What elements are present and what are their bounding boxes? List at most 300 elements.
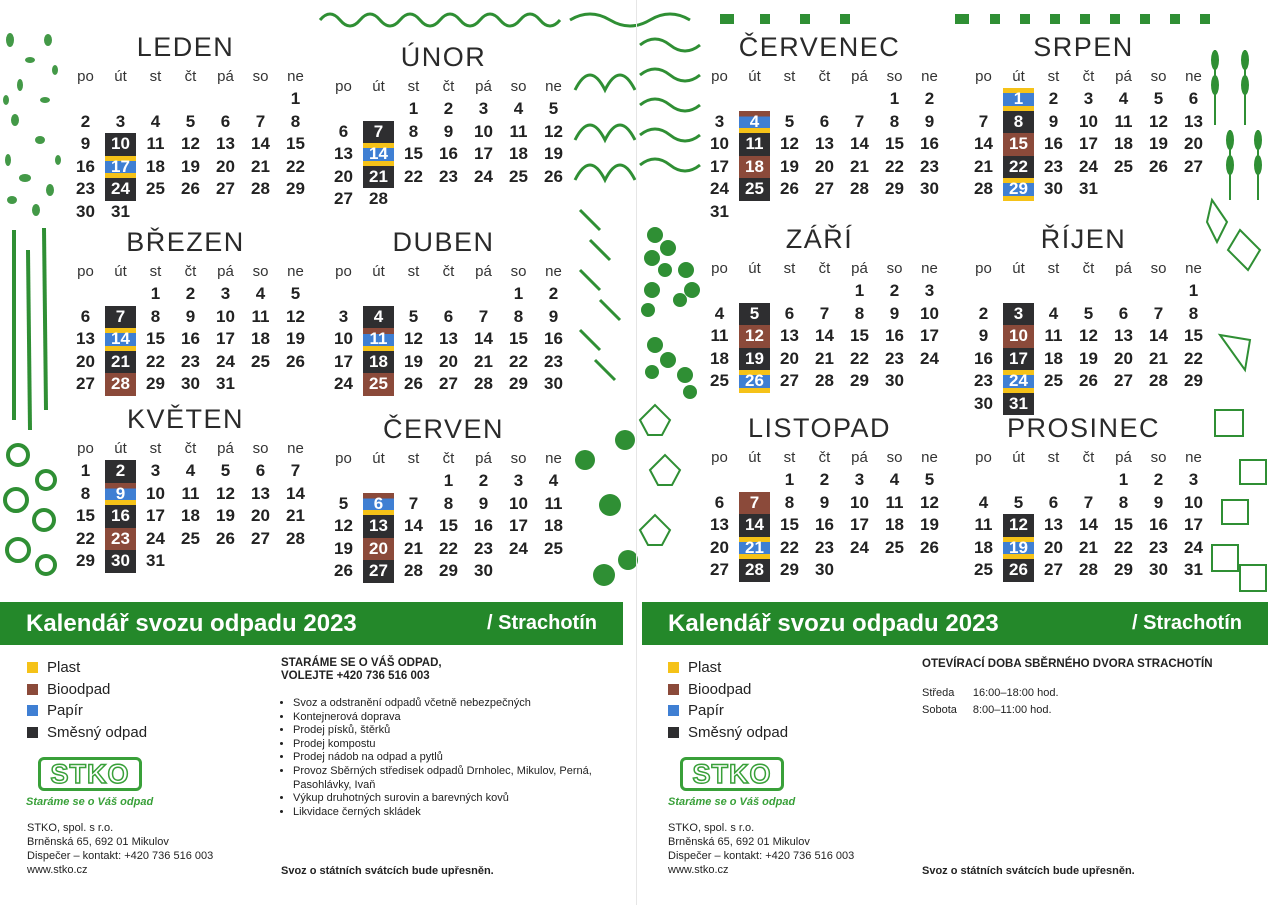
weekday-header: pá — [851, 449, 868, 466]
day-cell: 5 — [548, 99, 559, 118]
day-cell: 25 — [710, 371, 729, 390]
empty-cell — [396, 283, 431, 306]
collection-day: 12 — [739, 325, 770, 348]
empty-cell — [772, 88, 807, 111]
collection-day: 18 — [739, 156, 770, 179]
swatch-smesny — [27, 727, 38, 738]
weekday-header: so — [510, 78, 527, 95]
month-prosinec — [966, 413, 1201, 582]
day-cell: 22 — [1114, 537, 1133, 557]
weekday-header: po — [77, 68, 94, 85]
empty-cell — [361, 98, 396, 121]
services-block — [281, 657, 621, 819]
day-cell: 2 — [80, 111, 91, 131]
fold-line — [636, 0, 637, 905]
day-cell: 17 — [920, 326, 939, 345]
legend-item-smesny: Směsný odpad — [27, 722, 147, 744]
collection-day: 19 — [739, 348, 770, 371]
day-cell: 29 — [780, 560, 799, 579]
day-cell: 15 — [76, 506, 95, 525]
day-cell: 30 — [974, 393, 993, 413]
month-title: ČERVEN — [382, 414, 505, 444]
day-cell: 29 — [76, 551, 95, 570]
empty-cell — [966, 88, 1001, 111]
day-cell: 4 — [548, 471, 559, 490]
day-cell: 6 — [784, 303, 795, 323]
day-cell: 24 — [710, 179, 729, 198]
weekday-header: pá — [475, 450, 492, 467]
day-cell: 10 — [216, 306, 235, 326]
day-cell: 9 — [80, 134, 91, 153]
day-cell: 25 — [251, 351, 270, 371]
day-cell: 17 — [509, 516, 528, 535]
logo-tagline: Staráme se o Váš odpad — [26, 796, 154, 808]
day-cell: 1 — [784, 470, 795, 489]
day-cell: 30 — [920, 179, 939, 198]
day-cell: 28 — [1079, 560, 1098, 579]
weekday-header: so — [252, 263, 269, 280]
day-cell: 5 — [924, 470, 935, 489]
empty-cell — [842, 88, 877, 111]
service-item: • Prodej nádob na odpad a pytlů — [293, 751, 621, 765]
day-cell: 2 — [443, 99, 454, 118]
day-cell: 19 — [334, 538, 353, 558]
day-cell: 31 — [710, 201, 729, 221]
day-cell: 21 — [286, 506, 305, 525]
service-item: • Provoz Sběrných středisek odpadů Drnholec, Mikulov, Perná, Pasohlávky, Ivaň — [293, 765, 621, 792]
collection-day: 14 — [739, 514, 770, 537]
day-cell: 11 — [885, 492, 904, 512]
day-cell: 4 — [978, 492, 989, 512]
day-cell: 19 — [780, 156, 799, 176]
holiday-note-left: Svoz o státních svátcích bude upřesněn. — [281, 865, 494, 877]
swatch-bioodpad — [668, 684, 679, 695]
day-cell: 1 — [150, 284, 161, 303]
day-cell: 9 — [478, 493, 489, 513]
day-cell: 31 — [1184, 560, 1203, 579]
collection-day: 23 — [105, 528, 136, 551]
day-cell: 1 — [443, 471, 454, 490]
weekday-header: čt — [1082, 68, 1095, 85]
day-cell: 21 — [1079, 537, 1098, 557]
day-cell: 24 — [146, 528, 165, 548]
day-cell: 12 — [544, 121, 563, 141]
day-cell: 13 — [815, 134, 834, 153]
weekday-header: so — [886, 449, 903, 466]
day-cell: 26 — [544, 166, 563, 186]
empty-cell — [431, 283, 466, 306]
day-cell: 7 — [290, 461, 301, 480]
collection-day: 9 — [105, 483, 136, 506]
day-cell: 8 — [443, 493, 454, 513]
day-cell: 19 — [1079, 348, 1098, 368]
day-cell: 19 — [286, 329, 305, 348]
weekday-header: pá — [217, 263, 234, 280]
day-cell: 24 — [1184, 537, 1203, 557]
banner-place: / Strachotín — [486, 612, 597, 634]
day-cell: 5 — [1153, 89, 1164, 108]
month-title: LISTOPAD — [747, 413, 892, 443]
banner-title: Kalendář svozu odpadu 2023 — [668, 610, 999, 637]
weekday-header: st — [1047, 449, 1060, 466]
month-title: ZÁŘÍ — [785, 224, 854, 254]
weekday-header: út — [114, 68, 127, 85]
day-cell: 22 — [850, 348, 869, 368]
collection-day: 19 — [1003, 537, 1034, 560]
day-cell: 11 — [1044, 326, 1063, 345]
collection-day: 27 — [363, 560, 394, 583]
day-cell: 28 — [974, 179, 993, 198]
day-cell: 9 — [548, 306, 559, 326]
website-link[interactable]: www.stko.cz — [668, 864, 729, 876]
month-rijen — [966, 224, 1201, 415]
collection-day: 26 — [1003, 559, 1034, 582]
swatch-plast — [27, 662, 38, 673]
day-cell: 4 — [1048, 303, 1059, 323]
day-cell: 5 — [185, 111, 196, 131]
day-cell: 30 — [1149, 560, 1168, 579]
day-cell: 13 — [710, 515, 729, 534]
day-cell: 11 — [146, 134, 165, 153]
day-grid — [966, 66, 1201, 201]
day-cell: 3 — [338, 306, 349, 326]
month-title: ÚNOR — [400, 42, 487, 72]
day-cell: 2 — [1048, 89, 1059, 108]
day-cell: 3 — [478, 99, 489, 118]
weekday-header: so — [1150, 260, 1167, 277]
day-cell: 16 — [1044, 134, 1063, 153]
day-cell: 29 — [439, 561, 458, 580]
weekday-header: ne — [921, 68, 938, 85]
day-cell: 16 — [815, 515, 834, 534]
day-cell: 13 — [1114, 326, 1133, 345]
day-cell: 29 — [1114, 560, 1133, 579]
weekday-header: po — [975, 68, 992, 85]
day-cell: 20 — [76, 351, 95, 371]
empty-cell — [361, 283, 396, 306]
day-cell: 13 — [251, 483, 270, 503]
day-cell: 5 — [1083, 303, 1094, 323]
day-cell: 16 — [920, 134, 939, 153]
weekday-header: pá — [475, 78, 492, 95]
day-cell: 11 — [251, 306, 270, 326]
day-cell: 19 — [404, 351, 423, 371]
day-cell: 3 — [924, 281, 935, 300]
day-cell: 17 — [710, 156, 729, 176]
weekday-header: st — [149, 68, 162, 85]
empty-cell — [326, 283, 361, 306]
day-cell: 1 — [889, 89, 900, 108]
day-cell: 23 — [1149, 537, 1168, 557]
weekday-header: út — [114, 263, 127, 280]
day-cell: 26 — [181, 179, 200, 198]
day-cell: 31 — [111, 201, 130, 221]
weekday-header: ne — [1185, 260, 1202, 277]
company-address-left: STKO, spol. s r.o. Brněnská 65, 692 01 Mikulov Dispečer – kontakt: +420 736 516 003 www.stko.cz — [27, 822, 214, 876]
day-cell: 24 — [216, 351, 235, 371]
weekday-header: so — [252, 68, 269, 85]
service-item: • Svoz a odstranění odpadů včetně nebezpečných — [293, 697, 621, 711]
day-cell: 14 — [1079, 515, 1098, 534]
legend-item-plast: Plast — [668, 657, 788, 679]
day-cell: 17 — [850, 515, 869, 534]
day-cell: 11 — [509, 121, 528, 141]
day-cell: 5 — [220, 461, 231, 480]
day-cell: 6 — [338, 121, 349, 141]
day-cell: 8 — [854, 303, 865, 323]
collection-day: 28 — [105, 373, 136, 396]
weekday-header: po — [335, 450, 352, 467]
service-item: • Prodej kompostu — [293, 738, 621, 752]
weekday-header: ne — [1185, 68, 1202, 85]
weekday-header: po — [335, 78, 352, 95]
day-cell: 8 — [408, 121, 419, 141]
day-cell: 16 — [1149, 515, 1168, 534]
service-item: • Prodej písků, štěrků — [293, 724, 621, 738]
day-cell: 25 — [1114, 156, 1133, 176]
weekday-header: st — [783, 68, 796, 85]
month-brezen — [68, 227, 303, 396]
empty-cell — [807, 88, 842, 111]
day-cell: 9 — [1048, 111, 1059, 131]
day-cell: 8 — [889, 111, 900, 131]
day-cell: 15 — [146, 329, 165, 348]
day-cell: 2 — [185, 284, 196, 303]
month-srpen — [966, 32, 1201, 201]
day-cell: 2 — [478, 471, 489, 490]
day-cell: 23 — [474, 538, 493, 558]
day-cell: 21 — [474, 351, 493, 371]
day-cell: 6 — [255, 461, 266, 480]
opening-hours-table — [922, 687, 1075, 721]
weekday-header: út — [748, 260, 761, 277]
day-cell: 22 — [286, 156, 305, 176]
collection-day: 4 — [739, 111, 770, 134]
day-cell: 29 — [146, 374, 165, 393]
collection-day: 11 — [363, 328, 394, 351]
logo-text: STKO — [680, 757, 784, 791]
weekday-header: po — [975, 260, 992, 277]
day-cell: 7 — [478, 306, 489, 326]
day-cell: 4 — [255, 284, 266, 303]
day-cell: 16 — [544, 329, 563, 348]
day-cell: 28 — [251, 179, 270, 198]
collection-day: 8 — [1003, 111, 1034, 134]
day-cell: 18 — [509, 144, 528, 163]
day-cell: 22 — [509, 351, 528, 371]
empty-cell — [702, 88, 737, 111]
day-cell: 3 — [150, 461, 161, 480]
day-cell: 3 — [714, 111, 725, 131]
day-cell: 18 — [251, 329, 270, 348]
weekday-header: čt — [442, 78, 455, 95]
collection-day: 22 — [1003, 156, 1034, 179]
day-cell: 8 — [290, 111, 301, 131]
weekday-header: st — [149, 263, 162, 280]
month-title: DUBEN — [392, 227, 495, 257]
day-cell: 15 — [509, 329, 528, 348]
weekday-header: čt — [442, 263, 455, 280]
weekday-header: st — [783, 260, 796, 277]
weekday-header: čt — [818, 260, 831, 277]
month-title: ČERVENEC — [738, 32, 901, 62]
day-cell: 6 — [443, 306, 454, 326]
month-leden — [68, 32, 303, 223]
day-cell: 13 — [216, 134, 235, 153]
weekday-header: ne — [545, 450, 562, 467]
weekday-header: st — [407, 263, 420, 280]
weekday-header: pá — [1115, 449, 1132, 466]
day-cell: 22 — [439, 538, 458, 558]
day-cell: 9 — [443, 121, 454, 141]
weekday-header: ne — [287, 68, 304, 85]
empty-cell — [807, 280, 842, 303]
collection-day: 10 — [105, 133, 136, 156]
weekday-header: ne — [1185, 449, 1202, 466]
day-cell: 18 — [1114, 134, 1133, 153]
logo-text: STKO — [38, 757, 142, 791]
day-cell: 10 — [920, 303, 939, 323]
day-cell: 20 — [1184, 134, 1203, 153]
day-cell: 14 — [474, 329, 493, 348]
collection-day: 6 — [363, 493, 394, 516]
day-cell: 25 — [1044, 371, 1063, 390]
day-cell: 14 — [850, 134, 869, 153]
day-cell: 27 — [815, 179, 834, 198]
weekday-header: čt — [818, 449, 831, 466]
day-cell: 25 — [146, 179, 165, 198]
day-cell: 30 — [76, 201, 95, 221]
month-zari — [702, 224, 937, 393]
collection-day: 7 — [105, 306, 136, 329]
day-cell: 20 — [334, 166, 353, 186]
month-title: SRPEN — [1033, 32, 1134, 62]
day-cell: 1 — [513, 284, 524, 303]
day-cell: 28 — [404, 561, 423, 580]
collection-day: 7 — [739, 492, 770, 515]
day-cell: 19 — [920, 515, 939, 534]
empty-cell — [68, 88, 103, 111]
day-cell: 29 — [509, 374, 528, 393]
day-cell: 31 — [146, 551, 165, 570]
day-cell: 26 — [334, 561, 353, 580]
weekday-header: so — [886, 260, 903, 277]
day-cell: 17 — [1184, 515, 1203, 534]
day-cell: 16 — [439, 144, 458, 163]
day-cell: 13 — [439, 329, 458, 348]
day-cell: 1 — [408, 99, 419, 118]
empty-cell — [1106, 280, 1141, 303]
company-address-right: STKO, spol. s r.o. Brněnská 65, 692 01 Mikulov Dispečer – kontakt: +420 736 516 003 www.stko.cz — [668, 822, 855, 876]
day-cell: 29 — [850, 371, 869, 390]
day-cell: 3 — [115, 111, 126, 131]
collection-day: 26 — [739, 370, 770, 393]
stko-logo-left[interactable] — [26, 757, 154, 808]
weekday-header: po — [711, 68, 728, 85]
weekday-header: st — [407, 78, 420, 95]
collection-day: 28 — [739, 559, 770, 582]
legend-right — [668, 657, 788, 743]
day-cell: 22 — [146, 351, 165, 371]
day-cell: 19 — [544, 144, 563, 163]
swatch-papir — [27, 705, 38, 716]
day-cell: 6 — [80, 306, 91, 326]
day-cell: 12 — [404, 329, 423, 348]
banner-right — [642, 602, 1268, 645]
day-cell: 19 — [1149, 134, 1168, 153]
day-cell: 12 — [181, 134, 200, 153]
day-cell: 20 — [439, 351, 458, 371]
banner-place: / Strachotín — [1131, 612, 1242, 634]
empty-cell — [68, 283, 103, 306]
day-cell: 3 — [220, 284, 231, 303]
weekday-header: ne — [545, 263, 562, 280]
day-cell: 30 — [815, 560, 834, 579]
collection-day: 1 — [1003, 88, 1034, 111]
stko-logo-right[interactable] — [668, 757, 796, 808]
day-cell: 25 — [181, 528, 200, 548]
month-title: KVĚTEN — [126, 404, 245, 434]
empty-cell — [138, 88, 173, 111]
day-cell: 16 — [974, 348, 993, 368]
day-cell: 26 — [1079, 371, 1098, 390]
day-cell: 21 — [815, 348, 834, 368]
collection-day: 12 — [1003, 514, 1034, 537]
day-cell: 7 — [255, 111, 266, 131]
day-cell: 9 — [819, 492, 830, 512]
day-cell: 12 — [334, 516, 353, 535]
day-cell: 18 — [1044, 348, 1063, 368]
day-cell: 25 — [974, 560, 993, 579]
day-cell: 4 — [150, 111, 161, 131]
day-cell: 31 — [216, 374, 235, 393]
website-link[interactable]: www.stko.cz — [27, 864, 88, 876]
day-cell: 18 — [974, 537, 993, 557]
legend-item-papir: Papír — [668, 700, 788, 722]
day-cell: 22 — [76, 528, 95, 548]
hours-row: Sobota 8:00–11:00 hod. — [922, 704, 1052, 716]
month-listopad — [702, 413, 937, 582]
services-heading-1: STARÁME SE O VÁŠ ODPAD, — [281, 657, 442, 669]
day-cell: 10 — [710, 134, 729, 153]
day-cell: 14 — [251, 134, 270, 153]
day-cell: 13 — [1044, 515, 1063, 534]
day-cell: 28 — [286, 528, 305, 548]
empty-cell — [326, 470, 361, 493]
day-cell: 21 — [251, 156, 270, 176]
collection-day: 10 — [1003, 325, 1034, 348]
day-cell: 29 — [1184, 371, 1203, 390]
day-cell: 15 — [1184, 326, 1203, 345]
day-grid — [68, 438, 303, 573]
weekday-header: čt — [442, 450, 455, 467]
collection-day: 17 — [1003, 348, 1034, 371]
day-cell: 23 — [920, 156, 939, 176]
day-cell: 26 — [920, 537, 939, 557]
collection-day: 11 — [739, 133, 770, 156]
day-cell: 10 — [334, 329, 353, 348]
weekday-header: po — [77, 263, 94, 280]
month-title: LEDEN — [136, 32, 235, 62]
day-cell: 23 — [1044, 156, 1063, 176]
collection-day: 31 — [1003, 393, 1034, 416]
banner-left — [0, 602, 623, 645]
empty-cell — [702, 469, 737, 492]
day-cell: 1 — [854, 281, 865, 300]
collection-day: 20 — [363, 538, 394, 561]
day-cell: 15 — [780, 515, 799, 534]
collection-day: 24 — [105, 178, 136, 201]
